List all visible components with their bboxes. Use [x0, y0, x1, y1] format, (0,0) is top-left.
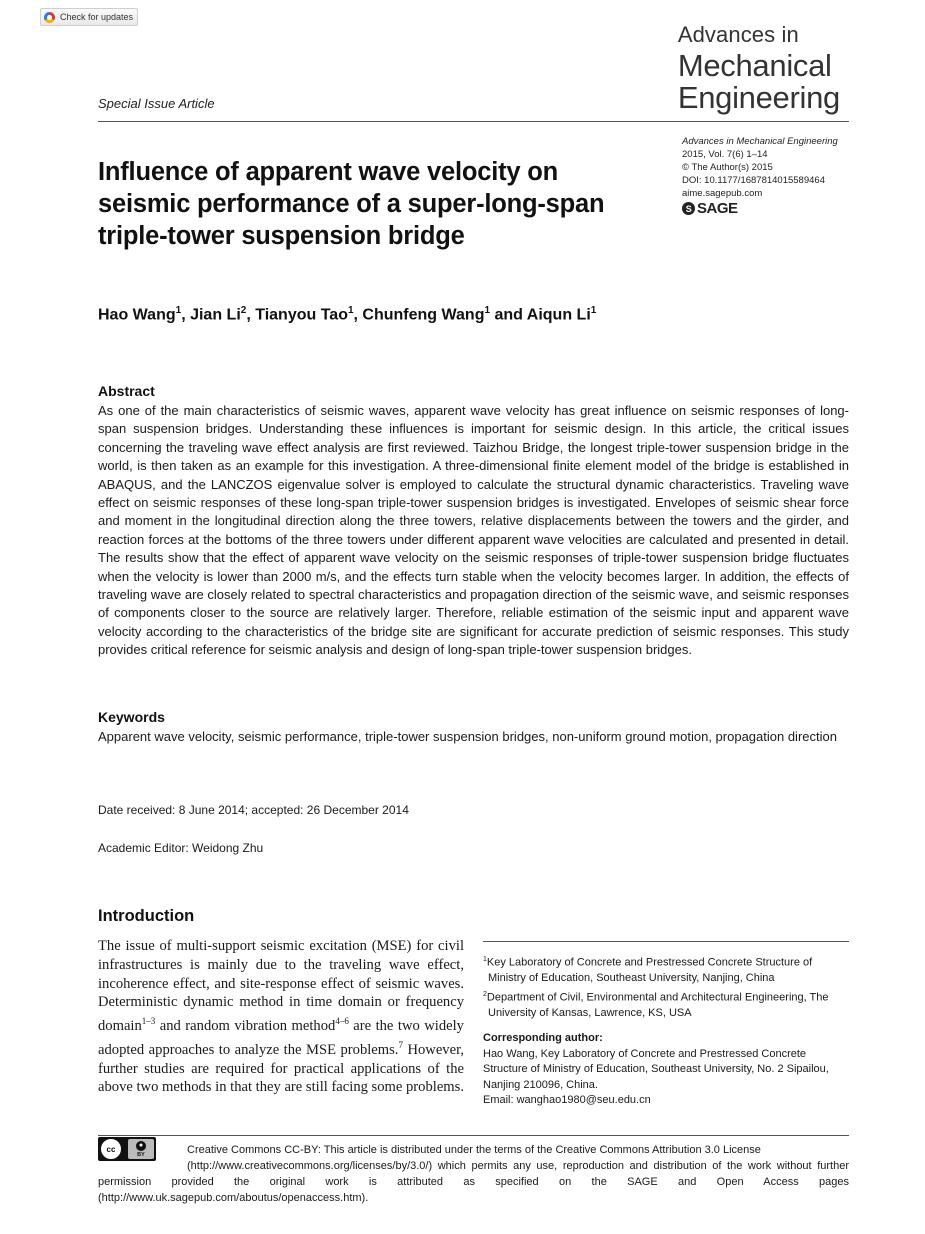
abstract-text: As one of the main characteristics of seismic waves, apparent wave velocity has great influence on seismic responses of long-span suspension bridges. Understanding these influences is important for seismic design. In this article, the critical issues concerning the traveling wave effect analysis are first reviewed. Taizhou Bridge, the longest triple-tower suspension bridge in the world, is then taken as an example for this investigation. A three-dimensional finite element model of the bridge is established in ABAQUS, and the LANCZOS eigenvalue solver is employed to calculate the structural dynamic characteristics. Traveling wave effect on seismic responses of these long-span triple-tower suspension bridges is investigated. Envelopes of seismic shear force and moment in the longitudinal direction along the three towers, relative displacements between the towers and the girder, and reaction forces at the bottoms of the three towers under different apparent wave velocities are calculated and presented in detail. The results show that the effect of apparent wave velocity on the seismic responses of triple-tower suspension bridge fluctuates when the velocity is lower than 2000 m/s, and the effects turn stable when the velocity becomes larger. In addition, the effects of traveling wave are closely related to spectral characteristics and propagation direction of the seismic wave, and seismic responses of components closer to the source are relatively larger. Therefore, reliable estimation of the seismic input and apparent wave velocity according to the characteristics of the bridge site are significant for accurate prediction of seismic responses. This study provides critical reference for seismic analysis and design of long-span triple-tower suspension bridges. — [98, 403, 849, 658]
corresponding-email[interactable]: Email: wanghao1980@seu.edu.cn — [483, 1094, 651, 1107]
by-icon: ● BY — [128, 1139, 154, 1159]
publisher-logo — [682, 200, 738, 217]
meta-doi[interactable]: DOI: 10.1177/1687814015589464 — [682, 175, 825, 186]
header-divider — [98, 121, 849, 122]
author-affiliation: 1 — [484, 305, 491, 316]
corresponding-heading: Corresponding author: — [483, 1032, 603, 1044]
corresponding-line: Hao Wang, Key Laboratory of Concrete and Prestressed Concrete — [483, 1047, 807, 1060]
corresponding-line: Nanjing 210096, China. — [483, 1078, 598, 1091]
meta-volume: 2015, Vol. 7(6) 1–14 — [682, 149, 768, 160]
publisher-name: SAGE — [697, 200, 738, 217]
affiliations — [483, 952, 853, 1022]
article-title: Influence of apparent wave velocity on seismic performance of a super-long-span triple-tower suspension bridge — [98, 158, 605, 250]
footer-divider — [98, 1135, 849, 1136]
meta-copyright: © The Author(s) 2015 — [682, 162, 773, 173]
keywords-text: Apparent wave velocity, seismic performance, triple-tower suspension bridges, non-uniform ground motion, propagation direction — [98, 729, 837, 744]
cc-icon: cc — [100, 1138, 122, 1160]
introduction-heading: Introduction — [98, 907, 195, 925]
section-label: Special Issue Article — [98, 96, 215, 111]
dates-received: Date received: 8 June 2014; accepted: 26 December 2014 — [98, 803, 409, 817]
article-meta — [682, 135, 838, 200]
meta-journal-name: Advances in Mechanical Engineering — [682, 136, 838, 147]
keywords-heading: Keywords — [98, 709, 165, 725]
corresponding-line: Structure of Ministry of Education, Southeast University, No. 2 Sipailou, — [483, 1063, 829, 1076]
corresponding-author — [483, 1031, 853, 1109]
author-name: Jian Li — [190, 306, 241, 324]
license-line-2: (http://www.creativecommons.org/licenses/by/3.0/) which permits any use, reproduction and distribution of the work without further permission provided the original work is attributed as specified on the SAGE and Open Access pages (http://www.uk.sagepub.com/aboutus/openaccess.htm). — [98, 1160, 849, 1204]
check-for-updates-button[interactable] — [40, 8, 138, 26]
meta-site[interactable]: aime.sagepub.com — [682, 188, 763, 199]
abstract-heading: Abstract — [98, 383, 155, 399]
author-name: Aiqun Li — [526, 306, 591, 324]
author-name: Chunfeng Wang — [362, 306, 485, 324]
check-for-updates-label: Check for updates — [60, 12, 134, 22]
author-affiliation: 2 — [240, 305, 247, 316]
citation-link[interactable]: 7 — [398, 1039, 403, 1050]
license-line-1: Creative Commons CC-BY: This article is distributed under the terms of the Creative Commons Attribution 3.0 License — [187, 1144, 761, 1156]
introduction-text: The issue of multi-support seismic excitation (MSE) for civil infrastructures is mainly due to the traveling wave effect, incoherence effect, and site-response effect of seismic waves. Deterministic dynamic method in time domain or frequency domain$^{1-3}$ and random vibration method$^{4-6}$ are the two widely adopted approaches to analyze the MSE problems.$^7$ However, further studies are required for practical applications of the above two methods in that they are still facing some problems. — [98, 938, 464, 1096]
author-affiliation: 1 — [175, 305, 182, 316]
academic-editor: Academic Editor: Weidong Zhu — [98, 841, 264, 855]
citation-link[interactable]: 4–6 — [335, 1016, 349, 1027]
author-list: Hao Wang$^1$, Jian Li$^2$, Tianyou Tao$^1$, Chunfeng Wang$^1$ and Aiqun Li$^1$ — [98, 305, 597, 324]
author-name: Tianyou Tao — [255, 306, 348, 324]
affiliation-item: $^2$Department of Civil, Environmental and Architectural Engineering, The University of Kansas, Lawrence, KS, USA — [483, 990, 829, 1020]
citation-link[interactable]: 1–3 — [141, 1016, 156, 1027]
affiliation-item: $^1$Key Laboratory of Concrete and Prestressed Concrete Structure of Ministry of Education, Southeast University, Nanjing, China — [483, 956, 813, 985]
license-text — [98, 1142, 849, 1206]
journal-masthead — [678, 24, 840, 113]
update-icon — [44, 12, 55, 23]
person-icon: ● — [136, 1141, 146, 1151]
author-affiliation: 1 — [590, 305, 597, 316]
journal-line-3: Engineering — [677, 80, 840, 115]
sage-icon: S — [682, 202, 695, 215]
affiliation-divider — [483, 941, 849, 942]
journal-line-1: Advances in — [677, 22, 799, 47]
journal-line-2: Mechanical — [677, 48, 832, 83]
author-affiliation: 1 — [347, 305, 354, 316]
author-name: Hao Wang — [98, 306, 176, 324]
